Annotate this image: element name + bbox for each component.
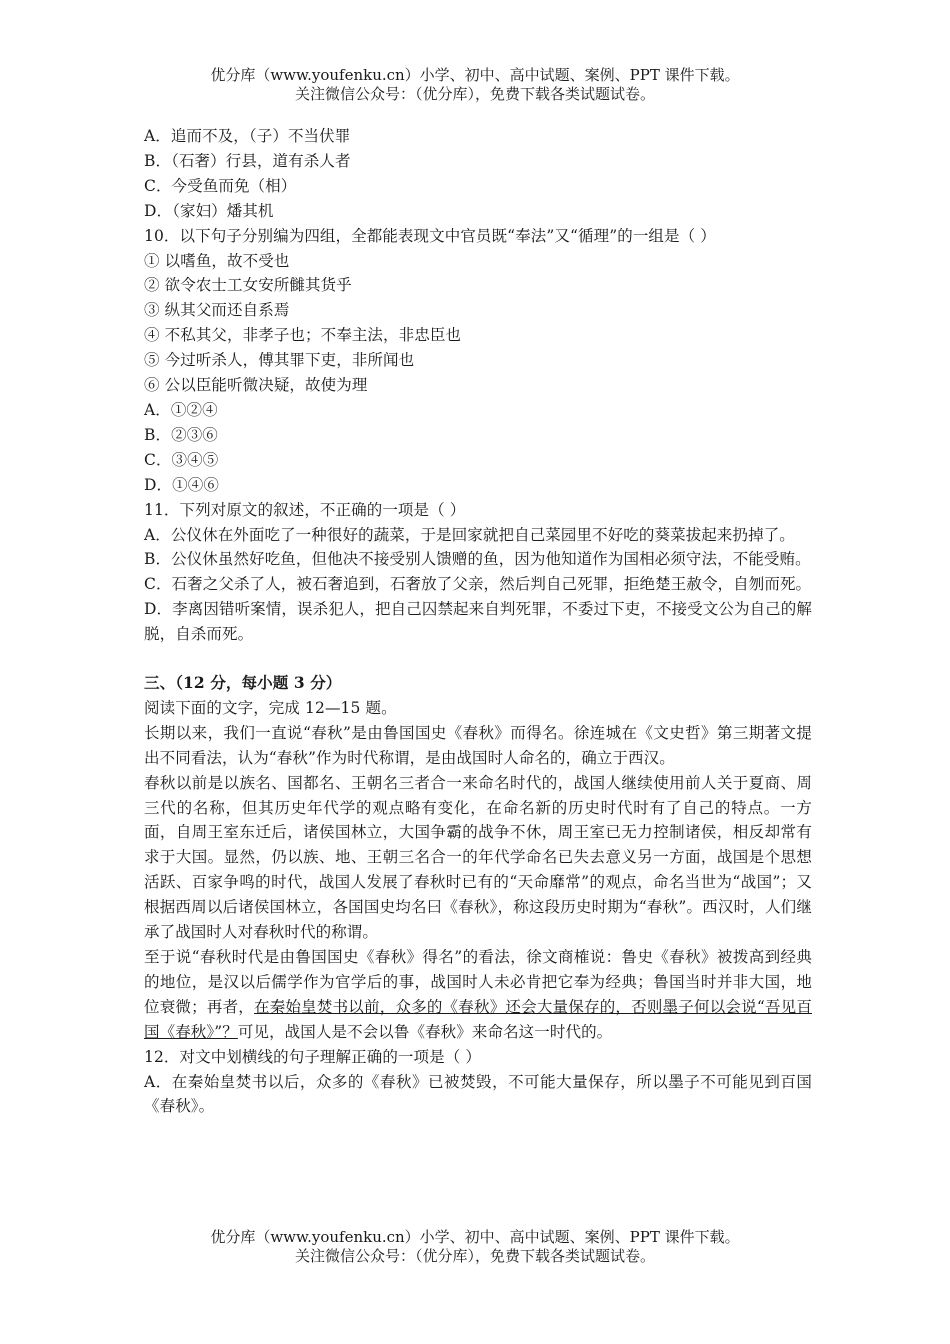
section-spacer [144,647,812,671]
passage-paragraph-3-start: 至于说“春秋时代是由鲁国国史《春秋》得名”的看法，徐文商榷说：鲁史《春秋》被拨高到经典的地位，是汉以后儒学作为官学后的事，战国时人未必肯把它奉为经典；鲁国当时并非大国，地位衰微；再者， [144,948,812,1016]
passage-paragraph-3-end: 可见，战国人是不会以鲁《春秋》来命名这一时代的。 [237,1022,613,1041]
q11-stem: 11．下列对原文的叙述，不正确的一项是（ ） [144,500,466,519]
q10-item-3: ③ 纵其父而还自系焉 [144,301,290,320]
q10-option-d: D．①④⑥ [144,475,219,494]
q11-option-a: A．公仪休在外面吃了一种很好的蔬菜，于是回家就把自己菜园里不好吃的葵菜拔起来扔掉了。 [144,525,795,544]
q10-item-5: ⑤ 今过听杀人，傅其罪下吏，非所闻也 [144,351,415,370]
header-line-2: 关注微信公众号：（优分库），免费下载各类试题试卷。 [294,85,655,103]
q11-option-d: D．李离因错听案情，误杀犯人，把自己囚禁起来自判死罪，不委过下吏，不接受文公为自己的解脱，自杀而死。 [144,600,812,644]
q10-item-6: ⑥ 公以臣能听微决疑，故使为理 [144,376,368,395]
q11-option-c: C．石奢之父杀了人，被石奢追到，石奢放了父亲，然后判自己死罪，拒绝楚王赦令，自刎而死。 [144,575,812,594]
q10-item-1: ① 以嗜鱼，故不受也 [144,251,290,270]
q10-option-c: C．③④⑤ [144,450,219,469]
q10-item-4: ④ 不私其父，非孝子也；不奉主法，非忠臣也 [144,326,462,345]
passage-paragraph-3 [144,945,812,1045]
q9-option-d: D．（家妇）燔其机 [144,201,274,220]
q10-option-b: B．②③⑥ [144,425,218,444]
q12-stem: 12．对文中划横线的句子理解正确的一项是（ ） [144,1047,481,1066]
passage-paragraph-1: 长期以来，我们一直说“春秋”是由鲁国国史《春秋》而得名。徐连城在《文史哲》第三期著文提出不同看法，认为“春秋”作为时代称谓，是由战国时人命名的，确立于西汉。 [144,723,812,767]
section3-heading: 三、（12 分，每小题 3 分） [144,673,342,693]
page-footer [0,1228,950,1266]
passage-paragraph-2: 春秋以前是以族名、国都名、王朝名三者合一来命名时代的，战国人继续使用前人关于夏商、周三代的名称，但其历史年代学的观点略有变化，在命名新的历史时代时有了自己的特点。一方面，自周王室东迁后，诸侯国林立，大国争霸的战争不休，周王室已无力控制诸侯，相反却常有求于大国。显然，仍以族、地、王朝三名合一的年代学命名已失去意义另一方面，战国是个思想活跃、百家争鸣的时代，战国人发展了春秋时已有的“天命靡常”的观点，命名当世为“战国”；又根据西周以后诸侯国林立，各国国史均名曰《春秋》，称这段历史时期为“春秋”。西汉时，人们继承了战国时人对春秋时代的称谓。 [144,773,812,942]
header-line-1: 优分库（www.youfenku.cn）小学、初中、高中试题、案例、PPT 课件下载。 [210,66,740,84]
q9-option-c: C．今受鱼而免（相） [144,176,297,195]
q10-item-2: ② 欲令农士工女安所雠其货乎 [144,276,352,295]
page-content [144,124,812,1119]
q11-option-b: B．公仪休虽然好吃鱼，但他决不接受别人馈赠的鱼，因为他知道作为国相必须守法，不能受贿。 [144,550,811,569]
footer-line-1: 优分库（www.youfenku.cn）小学、初中、高中试题、案例、PPT 课件下载。 [210,1228,740,1246]
page-header [0,66,950,104]
q12-option-a: A．在秦始皇焚书以后，众多的《春秋》已被焚毁，不可能大量保存，所以墨子不可能见到百国《春秋》。 [144,1072,812,1116]
q10-option-a: A．①②④ [144,400,218,419]
q10-stem: 10．以下句子分别编为四组，全都能表现文中官员既“奉法”又“循理”的一组是（ ） [144,226,716,245]
footer-line-2: 关注微信公众号：（优分库），免费下载各类试题试卷。 [294,1247,655,1265]
q9-option-a: A．追而不及，（子）不当伏罪 [144,127,351,145]
q9-option-b: B．（石奢）行县，道有杀人者 [144,151,351,170]
underlined-sentence: 在秦始皇焚书以前，众多的《春秋》还会大量保存的，否则墨子何以会说“吾见百国《春秋》”？ [144,997,812,1041]
section3-intro: 阅读下面的文字，完成 12—15 题。 [144,698,397,717]
